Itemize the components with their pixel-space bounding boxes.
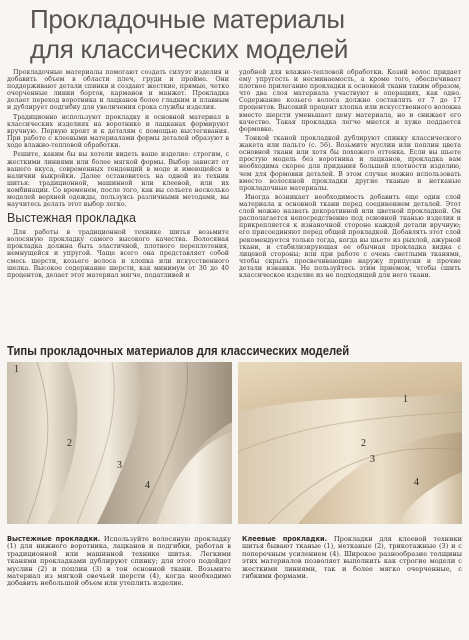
subheading: Выстежная прокладка (7, 211, 136, 226)
photo-sew-in-interfacings (7, 362, 232, 524)
section-title (7, 343, 467, 359)
fabric-label-1: 1 (14, 364, 19, 375)
paragraph: Тонкой тканой прокладкой дублируют спинку классического жакета или пальто (с. 56). Возьмите муслин или поплин цвета основной ткани или хотя бы похожего оттенка. Если вы шьете простую модель без воротника и лацканов, прокладка вам необходима скорее для придания большей плотности изделию, чем для формовки деталей. В этом случае можно использовать вместо волосяной прокладки другие тканые и нетканые прокладочные материалы. (239, 135, 461, 192)
fabric-label-1: 1 (403, 394, 408, 405)
page-title-line-1: Прокладочные материалы (30, 4, 345, 34)
fabric-label-3: 3 (117, 460, 122, 471)
photo-fusible-interfacings (238, 362, 462, 524)
paragraph: Для работы в традиционной технике шитья возьмите волосяную прокладку самого высокого качества. Волосяная прокладка должна быть эластичной, плотного переплетения, немнущейся и упругой. Чаще всего она представляет собой смесь шерсти, козьего волоса и хлопка или искусственного шелка. Высокое содержание шерсти, как минимум от 30 до 40 процентов, делает этот материал мягче, податливей и (7, 229, 229, 279)
paragraph: удобней для влажно-тепловой обработки. Козий волос придает ему упругость и несминаемость, а кроме того, обеспечивает плотное прилегание прокладки к основной ткани таким образом, что два слоя материала участвуют в операциях, как одно. Содержание козьего волоса должно составлять от 7 до 17 процентов. Высокий процент хлопка или искусственного волокна вместо шерсти уменьшает цену материала, но и снижает его качество. Такая прокладка легче мнется и хуже поддается формовке. (239, 69, 461, 133)
caption-lead: Клеевые прокладки. (242, 535, 328, 543)
caption-text: Прокладки для клеевой техники шитья бывают тканые (1), нетканые (2), трикотажные (3) и с поперечным усилением (4). Широкое разнообразие толщины этих материалов позволяет выполнить как строгие модели с жесткими линиями, так и более мягко очерченные, с гибкими формами. (242, 535, 462, 581)
fabric-label-3: 3 (370, 454, 375, 465)
caption-right (242, 536, 462, 580)
left-text-column (7, 69, 229, 281)
page-title-line-2: для классических моделей (30, 34, 349, 64)
page-title (30, 4, 469, 64)
right-text-column (239, 69, 461, 281)
fabric-photo-left (7, 362, 232, 524)
fabric-label-2: 2 (67, 438, 72, 449)
caption-lead: Выстежные прокладки. (7, 535, 101, 543)
paragraph: Иногда возникает необходимость добавить еще один слой материала к основной ткани перед соединением деталей. Этот слой можно назвать декоративной или цветной прокладкой. Он располагается непосредственно под основной тканью изделия и прикрепляется к изнаночной стороне каждой детали вручную; его присоединяют перед общей прокладкой. Добавлять этот слой рекомендуется только тогда, когда вы шьете из рыхлой, ажурной ткани, и стабилизирующая ее обычная прокладка видна с лицевой стороны; или при работе с очень светлыми тканями, чтобы скрыть просвечивающие наружу припуски и прочие детали изнанки. Не пользуйтесь этим приемом, чтобы сшить классическое изделие из не подходящей для него ткани. (239, 193, 461, 279)
fabric-label-2: 2 (361, 438, 366, 449)
paragraph: Решите, каким бы вы хотели видеть ваше изделие: строгим, с жесткими линиями или более мягкой формы. Выбор зависит от вашего вкуса, современных тенденций в моде и имеющейся в наличии выкройки. Далее остановитесь на одной из техник шитья: традиционной, машинной или клеевой, или их комбинации. Со временем, после того, как вы сольете несколько моделей верхней одежды, пользуясь различными методами, вы научитесь делать этот выбор легко. (7, 151, 229, 209)
fabric-photo-right (238, 362, 462, 524)
fabric-label-4: 4 (145, 480, 150, 491)
caption-left (7, 536, 231, 588)
paragraph: Прокладочные материалы помогают создать силуэт изделия и добавить объем в области плеч, груди и пройме. Они поддерживают детали спинки и создают жесткие, прямые, четко очерченные линии бортов, карманов и манжет. Прокладка делает переход воротника и лацканов более гладким и плавным и дублирует подгибку для увеличения срока службы изделия. (7, 69, 229, 112)
fabric-label-4: 4 (414, 477, 419, 488)
section-title-text: Типы прокладочных материалов для классических моделей (7, 343, 350, 358)
caption-text: Используйте волосяную прокладку (1) для нижнего воротника, лацканов и подгибки, работая в традиционной или машинной технике шитья. Легкими тканями прокладками дублируют спинку; для этого подойдет муслин (2) и поплин (3) в тон основной ткани. Возьмите материал из мягкой овечьей шерсти (4), когда необходимо добавить небольшой объем или утеплить изделие. (7, 535, 231, 588)
paragraph: Традиционно используют прокладку и основной материал в классических изделиях на воротнике и лацканах формируют вручную. Первую кроят и к деталям с помощью выстегивания. При работе с клеевыми материалами формы деталей образуют в ходе влажно-тепловой обработки. (7, 113, 229, 150)
